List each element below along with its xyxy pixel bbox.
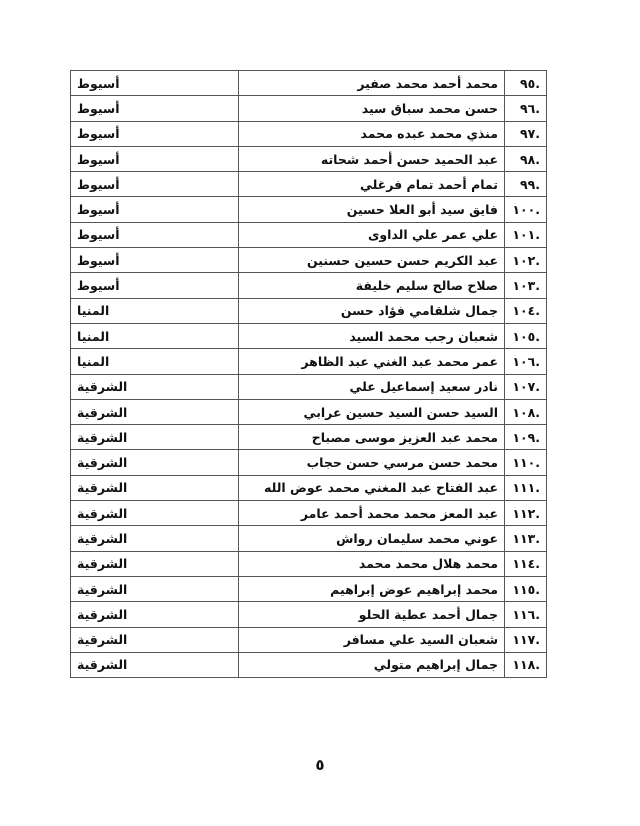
row-number: .١٠٣ (505, 273, 547, 298)
row-number: .١١٤ (505, 551, 547, 576)
table-row (71, 652, 547, 677)
person-name: فايق سيد أبو العلا حسين (239, 197, 505, 222)
row-number: .١١١ (505, 475, 547, 500)
person-name: عبد الكريم حسن حسين حسنين (239, 248, 505, 273)
table-row (71, 172, 547, 197)
row-number: .١٠٤ (505, 298, 547, 323)
governorate: الشرقية (71, 652, 239, 677)
governorate: الشرقية (71, 374, 239, 399)
table-row (71, 248, 547, 273)
table-row (71, 551, 547, 576)
person-name: شعبان السيد علي مسافر (239, 627, 505, 652)
person-name: محمد عبد العزيز موسى مصباح (239, 425, 505, 450)
table-row (71, 627, 547, 652)
governorate: الشرقية (71, 475, 239, 500)
governorate: أسيوط (71, 197, 239, 222)
person-name: جمال أحمد عطية الحلو (239, 602, 505, 627)
table-row (71, 71, 547, 96)
person-name: محمد أحمد محمد صفير (239, 71, 505, 96)
row-number: .٩٧ (505, 121, 547, 146)
governorate: الشرقية (71, 399, 239, 424)
table-row (71, 602, 547, 627)
person-name: محمد إبراهيم عوض إبراهيم (239, 576, 505, 601)
governorate: الشرقية (71, 627, 239, 652)
row-number: .١١٣ (505, 526, 547, 551)
page-number: ٥ (315, 756, 325, 774)
row-number: .٩٥ (505, 71, 547, 96)
governorate: أسيوط (71, 222, 239, 247)
person-name: جمال إبراهيم متولي (239, 652, 505, 677)
table-row (71, 298, 547, 323)
governorate: أسيوط (71, 273, 239, 298)
governorate: أسيوط (71, 172, 239, 197)
governorate: الشرقية (71, 576, 239, 601)
person-name: عبد الحميد حسن أحمد شحاته (239, 146, 505, 171)
person-name: عبد الفتاح عبد المغني محمد عوض الله (239, 475, 505, 500)
row-number: .١٠٩ (505, 425, 547, 450)
governorate: الشرقية (71, 450, 239, 475)
row-number: .١٠٥ (505, 323, 547, 348)
governorate: أسيوط (71, 121, 239, 146)
table-row (71, 222, 547, 247)
person-name: محمد هلال محمد محمد (239, 551, 505, 576)
person-name: عمر محمد عبد الغني عبد الظاهر (239, 349, 505, 374)
table-row (71, 96, 547, 121)
governorate: الشرقية (71, 526, 239, 551)
table-row (71, 501, 547, 526)
table-row (71, 425, 547, 450)
table-row (71, 273, 547, 298)
person-name: منذي محمد عبده محمد (239, 121, 505, 146)
table-row (71, 450, 547, 475)
table-row (71, 526, 547, 551)
table-row (71, 576, 547, 601)
governorate: المنيا (71, 298, 239, 323)
governorate: المنيا (71, 323, 239, 348)
row-number: .١١٨ (505, 652, 547, 677)
person-name: حسن محمد سباق سيد (239, 96, 505, 121)
governorate: أسيوط (71, 96, 239, 121)
governorate: أسيوط (71, 146, 239, 171)
person-name: صلاح صالح سليم خليفة (239, 273, 505, 298)
row-number: .١٠٦ (505, 349, 547, 374)
table-row (71, 475, 547, 500)
governorate: الشرقية (71, 425, 239, 450)
row-number: .١٠٨ (505, 399, 547, 424)
row-number: .١١٧ (505, 627, 547, 652)
governorate: الشرقية (71, 501, 239, 526)
person-name: جمال شلقامي فؤاد حسن (239, 298, 505, 323)
person-name: عوني محمد سليمان رواش (239, 526, 505, 551)
governorate: الشرقية (71, 551, 239, 576)
table-row (71, 121, 547, 146)
governorate: المنيا (71, 349, 239, 374)
table-row (71, 197, 547, 222)
person-name: شعبان رجب محمد السيد (239, 323, 505, 348)
row-number: .١١٢ (505, 501, 547, 526)
person-name: تمام أحمد تمام فرغلي (239, 172, 505, 197)
table-row (71, 399, 547, 424)
row-number: .١١٥ (505, 576, 547, 601)
row-number: .١٠٧ (505, 374, 547, 399)
row-number: .١٠٠ (505, 197, 547, 222)
person-name: عبد المعز محمد محمد أحمد عامر (239, 501, 505, 526)
row-number: .٩٩ (505, 172, 547, 197)
table-row (71, 323, 547, 348)
person-name: السيد حسن السيد حسين عرابي (239, 399, 505, 424)
names-table (70, 70, 547, 678)
row-number: .١٠٢ (505, 248, 547, 273)
governorate: أسيوط (71, 71, 239, 96)
table-row (71, 349, 547, 374)
person-name: نادر سعيد إسماعيل علي (239, 374, 505, 399)
row-number: .١١٦ (505, 602, 547, 627)
names-table-body (71, 71, 547, 678)
row-number: .١١٠ (505, 450, 547, 475)
person-name: محمد حسن مرسي حسن حجاب (239, 450, 505, 475)
governorate: الشرقية (71, 602, 239, 627)
person-name: علي عمر علي الداوى (239, 222, 505, 247)
row-number: .٩٨ (505, 146, 547, 171)
row-number: .١٠١ (505, 222, 547, 247)
table-row (71, 374, 547, 399)
governorate: أسيوط (71, 248, 239, 273)
table-row (71, 146, 547, 171)
row-number: .٩٦ (505, 96, 547, 121)
